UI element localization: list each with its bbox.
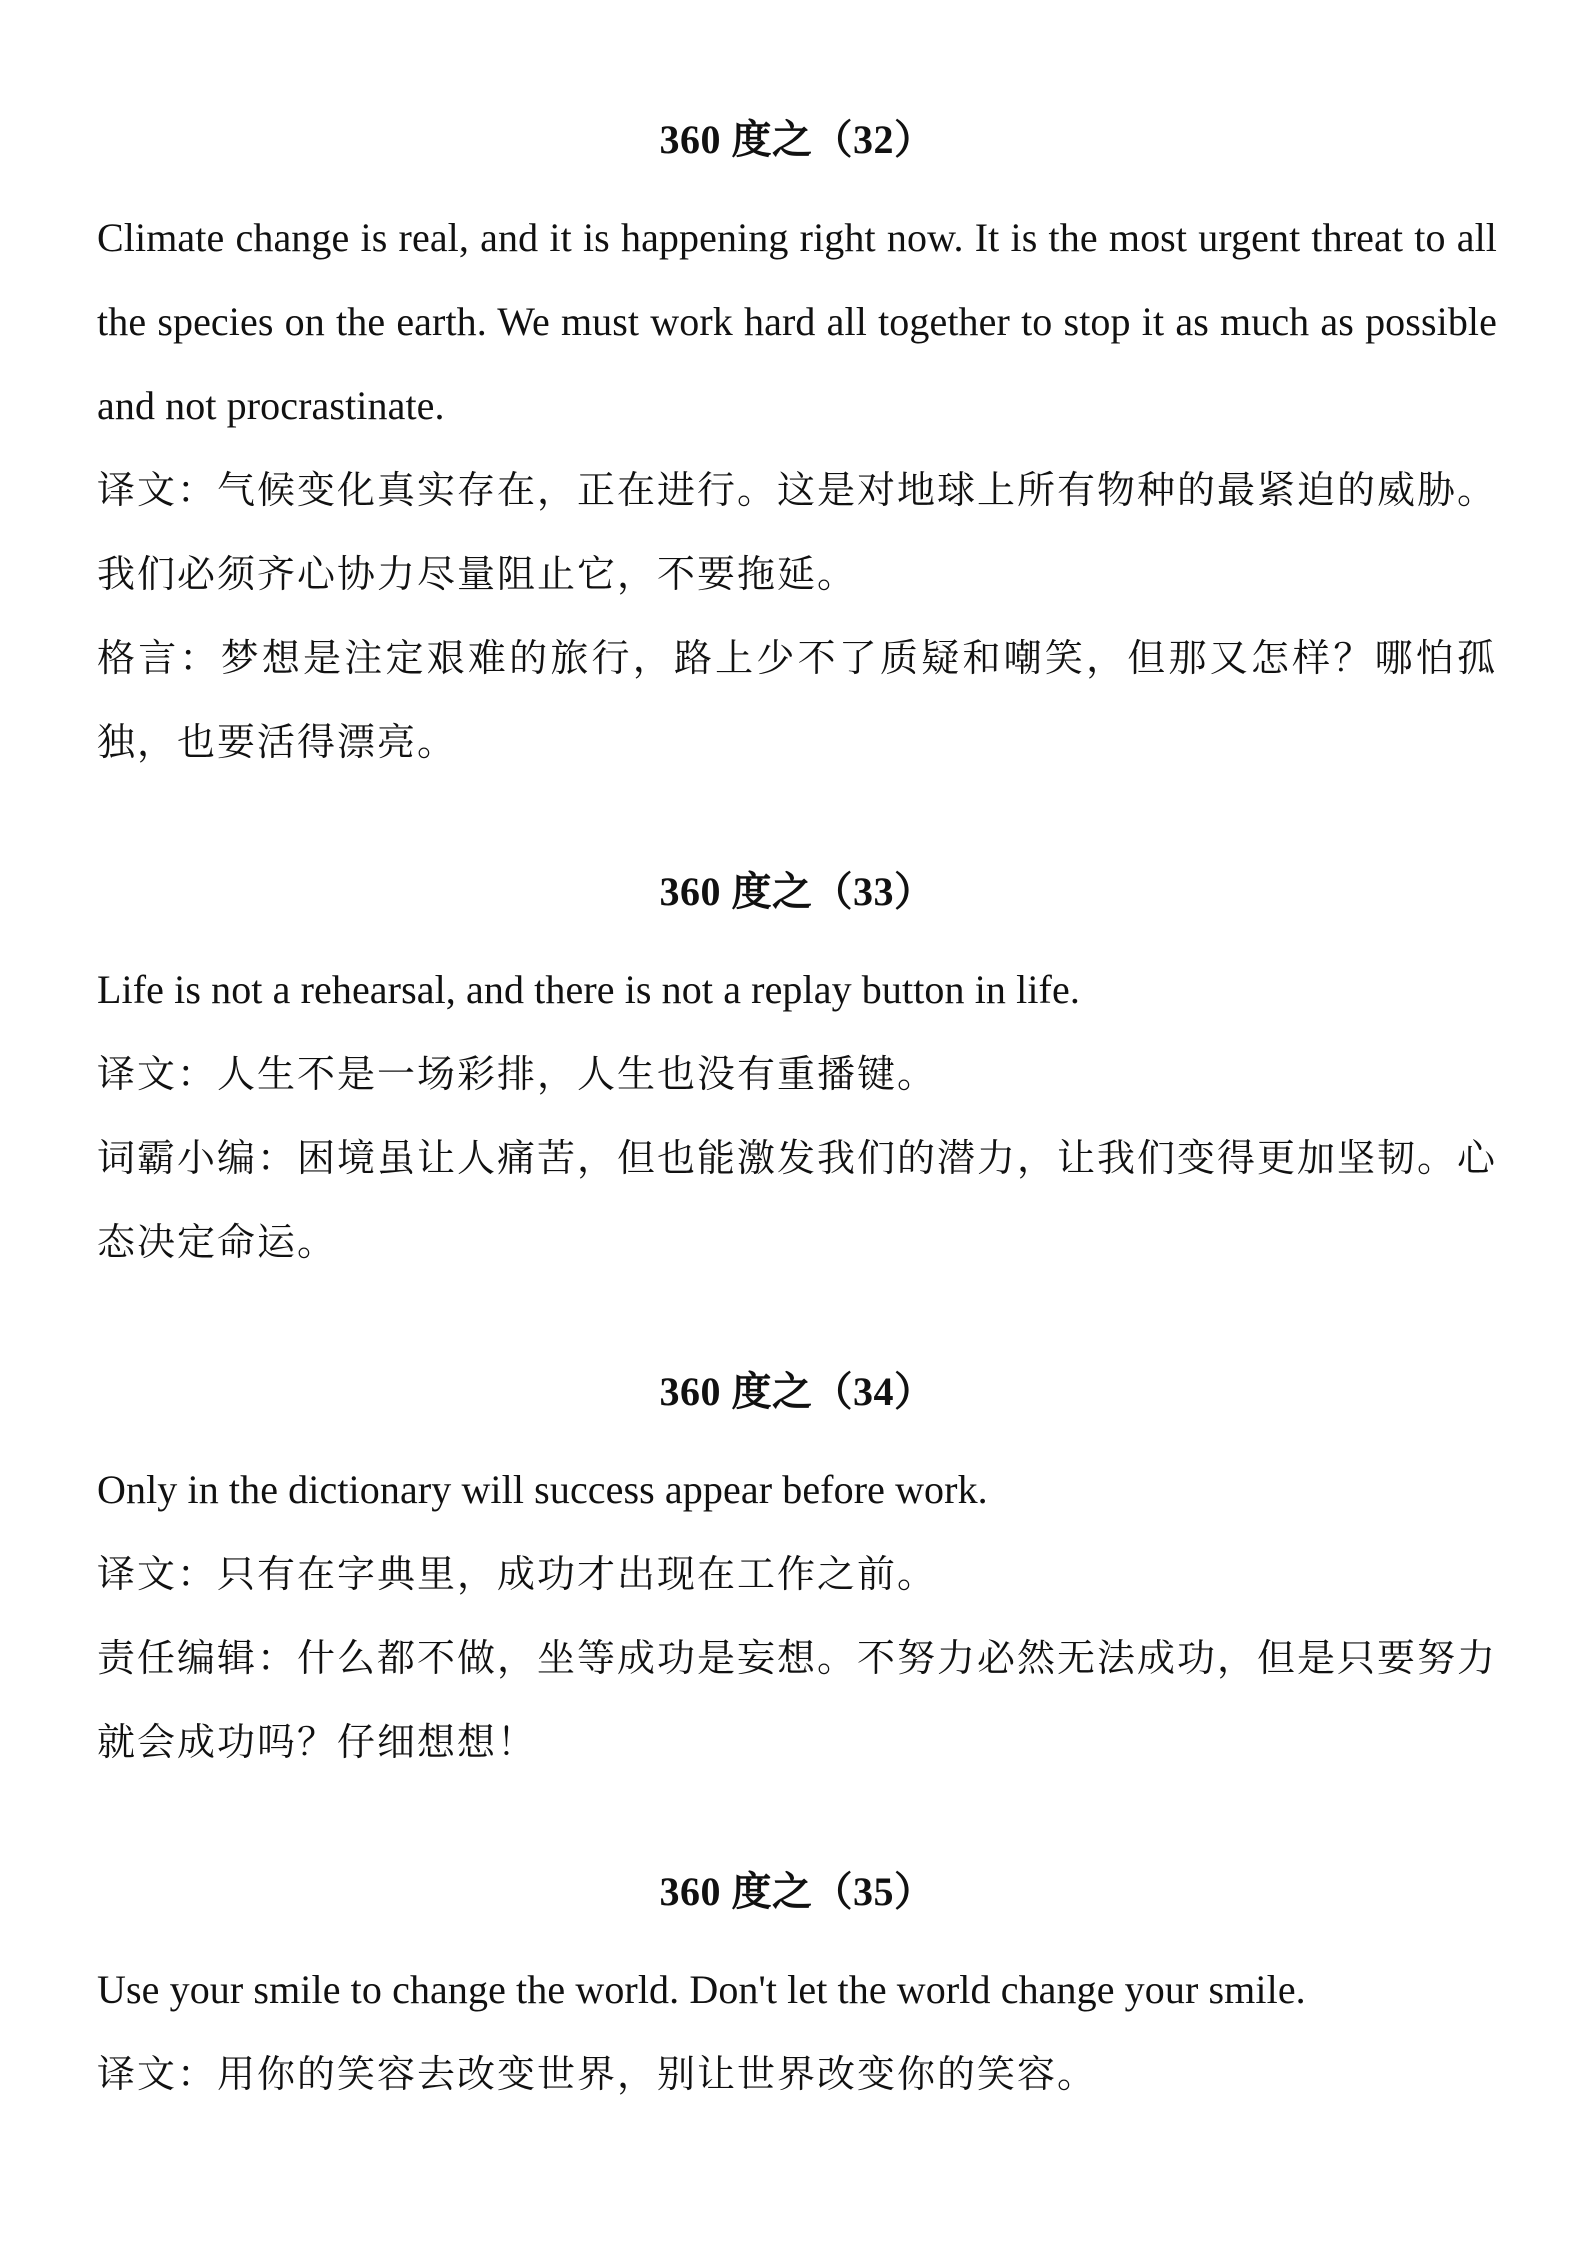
english-quote: Life is not a rehearsal, and there is not a replay button in life. (97, 967, 1080, 1012)
entry-title: 360 度之（34） (659, 1369, 935, 1414)
editor-comment: 格言：梦想是注定艰难的旅行，路上少不了质疑和嘲笑，但那又怎样？哪怕孤独，也要活得漂亮。 (97, 636, 1497, 764)
english-quote: Only in the dictionary will success appear before work. (97, 1467, 988, 1512)
entry-title: 360 度之（33） (659, 869, 935, 914)
editor-comment: 词霸小编：困境虽让人痛苦，但也能激发我们的潜力，让我们变得更加坚韧。心态决定命运。 (97, 1136, 1498, 1264)
editor-comment: 责任编辑：什么都不做，坐等成功是妄想。不努力必然无法成功，但是只要努力就会成功吗？仔细想想！ (97, 1636, 1498, 1764)
chinese-translation: 译文：气候变化真实存在，正在进行。这是对地球上所有物种的最紧迫的威胁。我们必须齐心协力尽量阻止它，不要拖延。 (97, 468, 1498, 596)
entry-title: 360 度之（32） (659, 117, 935, 162)
chinese-translation: 译文：只有在字典里，成功才出现在工作之前。 (97, 1552, 938, 1596)
entry-34 (97, 1364, 1497, 1784)
entry-32 (97, 112, 1497, 784)
english-quote: Use your smile to change the world. Don't let the world change your smile. (97, 1967, 1306, 2012)
entry-title: 360 度之（35） (659, 1869, 935, 1914)
chinese-translation: 译文：用你的笑容去改变世界，别让世界改变你的笑容。 (97, 2052, 1098, 2096)
english-quote: Climate change is real, and it is happening right now. It is the most urgent threat to all the species on the earth. We must work hard all together to stop it as much as possible and not procrastinate. (97, 215, 1497, 428)
entry-33 (97, 864, 1497, 1284)
chinese-translation: 译文：人生不是一场彩排，人生也没有重播键。 (97, 1052, 938, 1096)
entry-35 (97, 1864, 1497, 2116)
